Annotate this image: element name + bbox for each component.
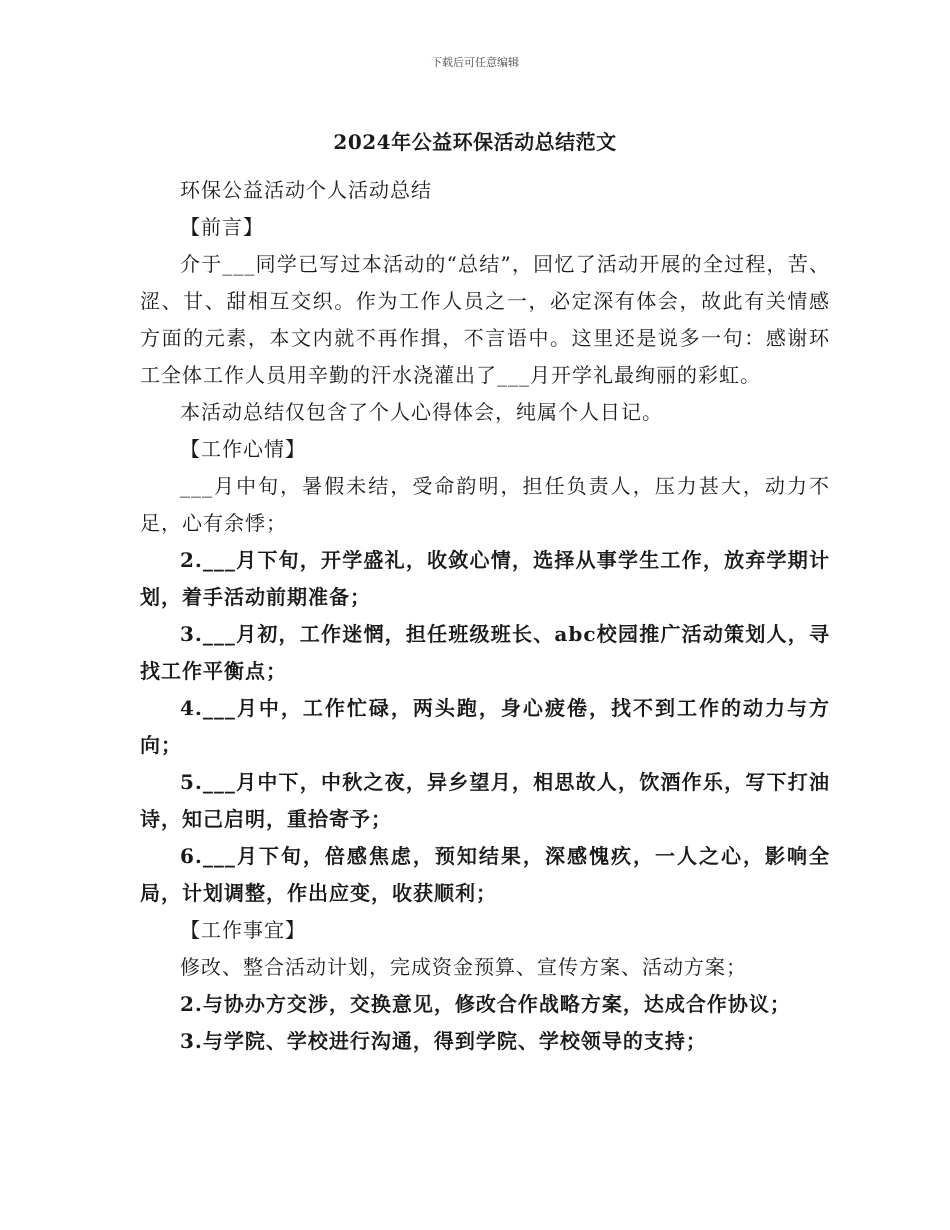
paragraph: 介于___同学已写过本活动的“总结”，回忆了活动开展的全过程，苦、涩、甘、甜相互交织。作为工作人员之一，必定深有体会，故此有关情感方面的元素，本文内就不再作揖，不言语中。这里还是说多一句：感谢环工全体工作人员用辛勤的汗水浇灌出了___月开学礼最绚丽的彩虹。 [140, 252, 830, 387]
page-header-note: 下载后可任意编辑 [431, 56, 519, 69]
document-body [140, 172, 830, 1060]
document-title: 2024年公益环保活动总结范文 [333, 130, 617, 154]
paragraph: 4.___月中，工作忙碌，两头跑，身心疲倦，找不到工作的动力与方向； [140, 696, 830, 757]
paragraph: 2.与协办方交涉，交换意见，修改合作战略方案，达成合作协议； [180, 992, 791, 1016]
paragraph: 6.___月下旬，倍感焦虑，预知结果，深感愧疚，一人之心，影响全局，计划调整，作出应变，收获顺利； [140, 844, 830, 905]
paragraph: 本活动总结仅包含了个人心得体会，纯属个人日记。 [180, 400, 663, 424]
paragraph: 2.___月下旬，开学盛礼，收敛心情，选择从事学生工作，放弃学期计划，着手活动前期准备； [140, 548, 830, 609]
paragraph: 5.___月中下，中秋之夜，异乡望月，相思故人，饮酒作乐，写下打油诗，知己启明，重拾寄予； [140, 770, 830, 831]
paragraph: 【工作事宜】 [180, 918, 306, 942]
paragraph: 【前言】 [180, 215, 264, 239]
paragraph: 3.___月初，工作迷惘，担任班级班长、abc校园推广活动策划人，寻找工作平衡点； [140, 622, 830, 683]
paragraph: ___月中旬，暑假未结，受命韵明，担任负责人，压力甚大，动力不足，心有余悸； [140, 474, 830, 535]
paragraph: 环保公益活动个人活动总结 [180, 178, 432, 202]
paragraph: 【工作心情】 [180, 437, 306, 461]
paragraph: 修改、整合活动计划，完成资金预算、宣传方案、活动方案； [180, 955, 747, 979]
paragraph: 3.与学院、学校进行沟通，得到学院、学校领导的支持； [180, 1029, 707, 1053]
